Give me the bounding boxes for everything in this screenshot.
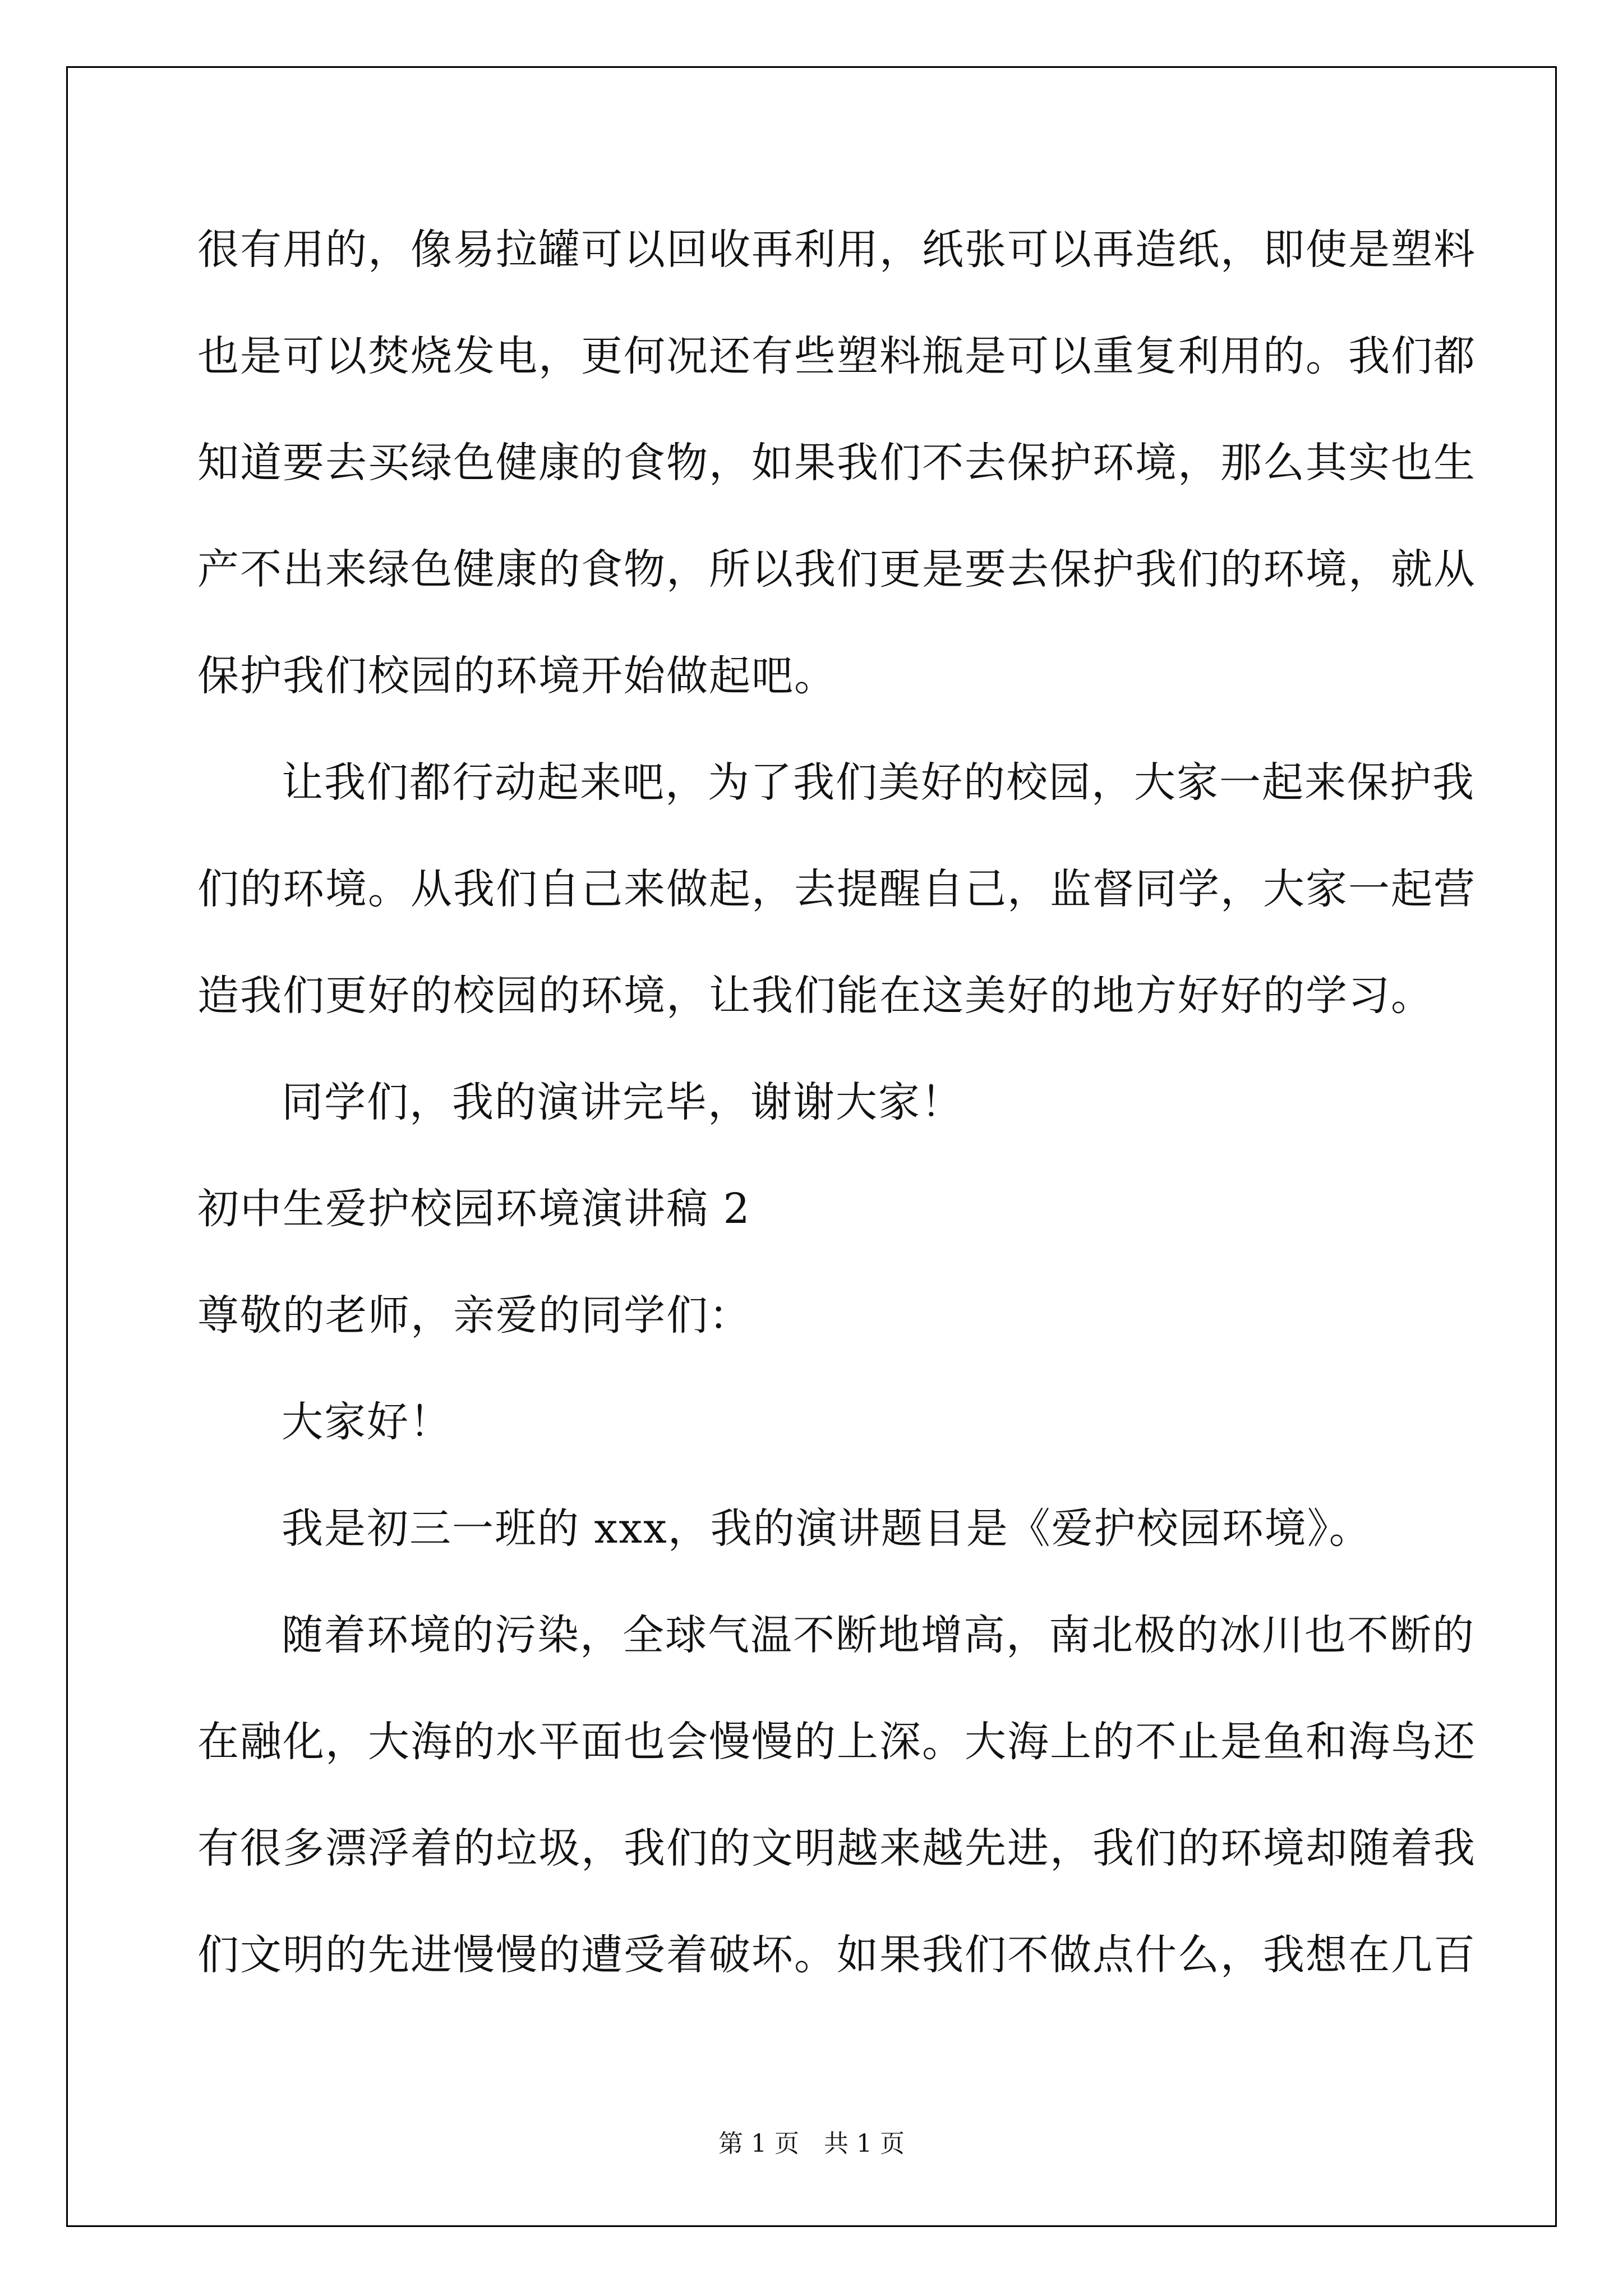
text-line: 产不出来绿色健康的食物，所以我们更是要去保护我们的环境，就从 — [197, 545, 1476, 593]
page-footer: 第 1 页 共 1 页 — [718, 2129, 905, 2158]
text-line: 让我们都行动起来吧，为了我们美好的校园，大家一起来保护我 — [282, 758, 1475, 807]
page-border — [66, 66, 1557, 2227]
text-line: 很有用的，像易拉罐可以回收再利用，纸张可以再造纸，即使是塑料 — [197, 226, 1476, 274]
greeting: 大家好！ — [282, 1398, 452, 1446]
text-line: 也是可以焚烧发电，更何况还有些塑料瓶是可以重复利用的。我们都 — [197, 332, 1476, 380]
text-line: 们的环境。从我们自己来做起，去提醒自己，监督同学，大家一起营 — [197, 865, 1476, 913]
text-line: 有很多漂浮着的垃圾，我们的文明越来越先进，我们的环境却随着我 — [197, 1824, 1476, 1872]
text-line: 在融化，大海的水平面也会慢慢的上深。大海上的不止是鱼和海鸟还 — [197, 1718, 1476, 1766]
text-line: 我是初三一班的 xxx，我的演讲题目是《爱护校园环境》。 — [282, 1504, 1372, 1553]
text-line: 同学们，我的演讲完毕，谢谢大家！ — [282, 1078, 963, 1126]
text-line: 随着环境的污染，全球气温不断地增高，南北极的冰川也不断的 — [282, 1611, 1475, 1659]
section-title: 初中生爱护校园环境演讲稿 2 — [197, 1185, 751, 1233]
salutation: 尊敬的老师，亲爱的同学们： — [197, 1291, 751, 1340]
text-line: 保护我们校园的环境开始做起吧。 — [197, 652, 837, 700]
text-line: 们文明的先进慢慢的遭受着破坏。如果我们不做点什么，我想在几百 — [197, 1931, 1476, 1979]
text-line: 知道要去买绿色健康的食物，如果我们不去保护环境，那么其实也生 — [197, 439, 1476, 487]
text-line: 造我们更好的校园的环境，让我们能在这美好的地方好好的学习。 — [197, 972, 1433, 1020]
